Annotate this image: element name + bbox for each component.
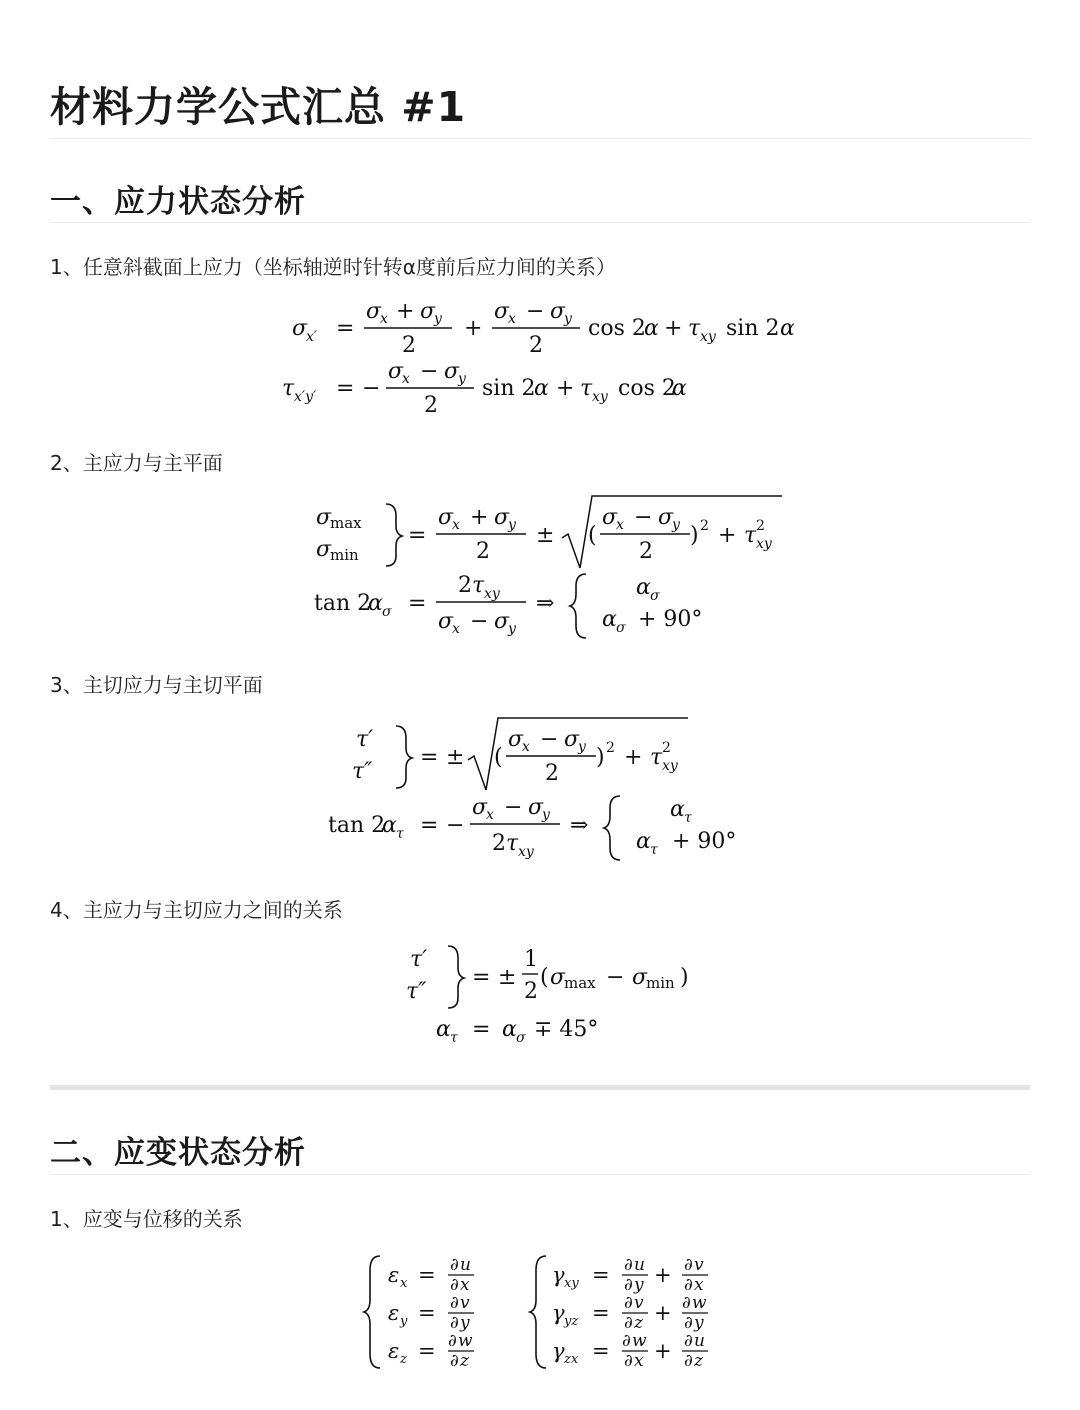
svg-text:=: = [592, 1263, 610, 1287]
svg-text:+: + [654, 1301, 672, 1325]
svg-text:σ: σ [632, 965, 648, 990]
svg-text:−: − [420, 359, 439, 384]
svg-text:2: 2 [606, 740, 615, 756]
svg-text:(: ( [494, 745, 503, 770]
svg-text:2: 2 [700, 518, 709, 534]
formula-principal-stress [300, 490, 800, 650]
svg-text:max: max [564, 974, 596, 992]
svg-text:+: + [624, 745, 643, 770]
svg-text:∂: ∂ [684, 1331, 693, 1351]
svg-text:y: y [508, 517, 516, 533]
svg-text:α: α [368, 591, 383, 616]
svg-text:x: x [400, 1276, 408, 1291]
svg-text:=: = [592, 1301, 610, 1325]
svg-text:): ) [680, 965, 689, 990]
svg-text:2: 2 [756, 518, 765, 534]
svg-text:σ: σ [388, 359, 404, 384]
svg-text:γ: γ [552, 1263, 565, 1287]
svg-text:α: α [436, 1017, 451, 1042]
svg-text:σ: σ [550, 965, 566, 990]
svg-text:∂: ∂ [450, 1313, 459, 1333]
svg-text:τ: τ [688, 316, 701, 341]
svg-text:∓ 45°: ∓ 45° [534, 1017, 599, 1042]
svg-text:(: ( [540, 965, 549, 990]
svg-text:xy: xy [592, 389, 608, 405]
svg-text:−: − [526, 299, 545, 324]
item-label-oblique-section: 1、任意斜截面上应力（坐标轴逆时针转α度前后应力间的关系） [50, 255, 616, 279]
svg-text:y: y [564, 311, 572, 327]
svg-text:2: 2 [402, 333, 416, 358]
svg-text:τ: τ [282, 376, 295, 401]
svg-text:2: 2 [639, 539, 653, 564]
svg-text:⇒: ⇒ [536, 591, 555, 616]
svg-text:+: + [470, 505, 489, 530]
section-heading-strain: 二、应变状态分析 [50, 1135, 306, 1171]
svg-text:2: 2 [492, 831, 506, 856]
svg-text:σ: σ [602, 505, 618, 530]
svg-text:α: α [602, 607, 617, 632]
svg-text:τ′: τ′ [356, 727, 374, 752]
svg-text:σ: σ [516, 1030, 526, 1046]
svg-text:∂: ∂ [684, 1275, 693, 1295]
svg-text:⇒: ⇒ [570, 813, 589, 838]
svg-text:∂: ∂ [450, 1351, 459, 1371]
formula-stress-shear-relation [380, 936, 720, 1056]
svg-text:2: 2 [662, 740, 671, 756]
svg-text:τ: τ [684, 810, 692, 826]
svg-text:+: + [556, 376, 575, 401]
svg-text:τ: τ [396, 826, 404, 842]
svg-text:α: α [502, 1017, 517, 1042]
svg-text:+: + [654, 1263, 672, 1287]
svg-text:y: y [434, 311, 442, 327]
svg-text:sin 2: sin 2 [726, 316, 780, 341]
svg-text:α: α [672, 376, 687, 401]
svg-text:∂: ∂ [684, 1313, 693, 1333]
svg-text:z: z [400, 1352, 407, 1367]
svg-text:σ: σ [528, 795, 544, 820]
svg-text:σ: σ [292, 316, 308, 341]
svg-text:σ: σ [650, 588, 660, 604]
svg-text:∂: ∂ [624, 1351, 633, 1371]
svg-text:−: − [606, 965, 625, 990]
svg-text:σ: σ [444, 359, 460, 384]
svg-text:α: α [644, 316, 659, 341]
svg-text:): ) [596, 745, 605, 770]
svg-text:ε: ε [388, 1263, 400, 1287]
svg-text:min: min [646, 974, 675, 992]
svg-text:=: = [418, 1301, 436, 1325]
svg-text:∂: ∂ [450, 1293, 459, 1313]
svg-text:+: + [396, 299, 415, 324]
svg-text:=: = [420, 813, 439, 838]
svg-text:+: + [464, 316, 483, 341]
svg-text:v: v [460, 1293, 470, 1313]
svg-text:τ: τ [650, 842, 658, 858]
svg-text:∂: ∂ [450, 1275, 459, 1295]
svg-text:α: α [636, 575, 651, 600]
svg-text:u: u [460, 1255, 471, 1275]
svg-text:xy: xy [700, 329, 716, 345]
svg-text:α: α [780, 316, 795, 341]
page-title: 材料力学公式汇总 #1 [50, 83, 467, 131]
svg-text:∂: ∂ [684, 1351, 693, 1371]
svg-text:σ: σ [494, 505, 510, 530]
svg-text:sin 2: sin 2 [482, 376, 536, 401]
svg-text:γ: γ [552, 1301, 565, 1325]
svg-text:+: + [664, 316, 683, 341]
svg-text:max: max [330, 514, 362, 532]
svg-text:τ″: τ″ [352, 759, 373, 784]
svg-text:1: 1 [524, 947, 538, 972]
svg-text:∂: ∂ [682, 1293, 691, 1313]
svg-text:cos 2: cos 2 [618, 376, 676, 401]
svg-text:x: x [634, 1351, 644, 1371]
svg-text:α: α [382, 813, 397, 838]
svg-text:±: ± [446, 745, 465, 770]
formula-oblique-stress [270, 290, 830, 430]
svg-text:x: x [452, 517, 460, 533]
svg-text:u: u [634, 1255, 645, 1275]
svg-text:∂: ∂ [624, 1313, 633, 1333]
svg-text:z: z [460, 1351, 469, 1371]
svg-text:2: 2 [524, 979, 538, 1004]
svg-text:=: = [418, 1339, 436, 1363]
svg-text:u: u [694, 1331, 705, 1351]
svg-text:σ: σ [316, 505, 332, 530]
section-separator [50, 1085, 1030, 1090]
svg-text:y: y [458, 371, 466, 387]
svg-text:=: = [472, 965, 491, 990]
svg-text:x: x [452, 621, 460, 637]
svg-text:tan 2: tan 2 [328, 813, 386, 838]
svg-text:σ: σ [438, 609, 454, 634]
svg-text:σ: σ [366, 299, 382, 324]
svg-text:σ: σ [508, 727, 524, 752]
svg-text:v: v [634, 1293, 644, 1313]
svg-text:∂: ∂ [448, 1331, 457, 1351]
svg-text:τ: τ [450, 1030, 458, 1046]
svg-text:τ: τ [580, 376, 593, 401]
svg-text:=: = [592, 1339, 610, 1363]
svg-text:zx: zx [564, 1352, 579, 1367]
svg-text:z: z [634, 1313, 643, 1333]
svg-text:γ: γ [552, 1339, 565, 1363]
formula-strain-displacement [360, 1250, 730, 1380]
svg-text:+ 90°: + 90° [672, 829, 737, 854]
formula-principal-shear [320, 712, 760, 872]
title-divider [50, 138, 1030, 139]
svg-text:σ: σ [550, 299, 566, 324]
section-divider [50, 222, 1030, 223]
svg-text:+: + [654, 1339, 672, 1363]
svg-text:x′: x′ [306, 329, 318, 345]
svg-text:±: ± [498, 965, 517, 990]
svg-text:−: − [634, 505, 653, 530]
svg-text:x: x [616, 517, 624, 533]
section-divider [50, 1174, 1030, 1175]
svg-text:2: 2 [476, 539, 490, 564]
svg-text:y: y [672, 517, 680, 533]
svg-text:w: w [458, 1331, 473, 1351]
svg-text:τ: τ [744, 523, 757, 548]
item-label-principal-stress: 2、主应力与主平面 [50, 451, 223, 475]
svg-text:∂: ∂ [624, 1255, 633, 1275]
svg-text:xy: xy [518, 844, 534, 860]
svg-text:σ: σ [382, 604, 392, 620]
svg-text:τ′: τ′ [410, 947, 428, 972]
svg-text:σ: σ [564, 727, 580, 752]
svg-text:=: = [408, 523, 427, 548]
svg-text:=: = [418, 1263, 436, 1287]
section-heading-stress: 一、应力状态分析 [50, 184, 306, 220]
svg-text:α: α [670, 797, 685, 822]
svg-text:=: = [472, 1017, 491, 1042]
svg-text:=: = [336, 376, 355, 401]
svg-text:tan 2: tan 2 [314, 591, 372, 616]
svg-text:2: 2 [529, 333, 543, 358]
svg-text:=: = [420, 745, 439, 770]
svg-text:y: y [460, 1313, 470, 1333]
svg-text:x: x [380, 311, 388, 327]
svg-text:∂: ∂ [450, 1255, 459, 1275]
svg-text:y: y [578, 739, 586, 755]
svg-text:x: x [460, 1275, 470, 1295]
svg-text:y: y [400, 1314, 408, 1329]
svg-text:xy: xy [756, 536, 772, 552]
svg-text:y: y [694, 1313, 704, 1333]
svg-text:x: x [522, 739, 530, 755]
svg-text:σ: σ [658, 505, 674, 530]
svg-text:∂: ∂ [624, 1275, 633, 1295]
svg-text:σ: σ [494, 609, 510, 634]
svg-text:): ) [690, 523, 699, 548]
svg-text:v: v [694, 1255, 704, 1275]
svg-text:ε: ε [388, 1339, 400, 1363]
svg-text:−: − [446, 813, 465, 838]
item-label-stress-relation: 4、主应力与主切应力之间的关系 [50, 898, 343, 922]
svg-text:xy: xy [564, 1276, 579, 1291]
svg-text:2: 2 [424, 393, 438, 418]
svg-text:w: w [632, 1331, 647, 1351]
svg-text:α: α [534, 376, 549, 401]
svg-text:τ: τ [506, 831, 519, 856]
svg-text:=: = [336, 316, 355, 341]
svg-text:σ: σ [316, 537, 332, 562]
svg-text:+: + [718, 523, 737, 548]
svg-text:−: − [504, 795, 523, 820]
svg-text:∂: ∂ [622, 1331, 631, 1351]
svg-text:y: y [542, 807, 550, 823]
svg-text:σ: σ [494, 299, 510, 324]
svg-text:σ: σ [472, 795, 488, 820]
svg-text:α: α [636, 829, 651, 854]
svg-text:∂: ∂ [624, 1293, 633, 1313]
item-label-strain-displacement: 1、应变与位移的关系 [50, 1207, 243, 1231]
svg-text:−: − [470, 609, 489, 634]
svg-text:min: min [330, 546, 359, 564]
svg-text:−: − [540, 727, 559, 752]
svg-text:σ: σ [438, 505, 454, 530]
svg-text:cos 2: cos 2 [588, 316, 646, 341]
svg-text:yz: yz [564, 1314, 579, 1329]
svg-text:x: x [486, 807, 494, 823]
item-label-principal-shear: 3、主切应力与主切平面 [50, 673, 263, 697]
svg-text:σ: σ [420, 299, 436, 324]
svg-text:τ″: τ″ [406, 979, 427, 1004]
svg-text:2: 2 [545, 761, 559, 786]
svg-text:+ 90°: + 90° [638, 607, 703, 632]
svg-text:xy: xy [662, 758, 678, 774]
svg-text:−: − [362, 376, 381, 401]
svg-text:ε: ε [388, 1301, 400, 1325]
svg-text:=: = [408, 591, 427, 616]
svg-text:σ: σ [616, 620, 626, 636]
svg-text:∂: ∂ [684, 1255, 693, 1275]
svg-text:2: 2 [458, 573, 472, 598]
svg-text:y: y [634, 1275, 644, 1295]
svg-text:z: z [694, 1351, 703, 1371]
svg-text:τ: τ [472, 573, 485, 598]
svg-text:xy: xy [484, 586, 500, 602]
svg-text:x: x [694, 1275, 704, 1295]
svg-text:τ: τ [650, 745, 663, 770]
svg-text:y: y [508, 621, 516, 637]
svg-text:w: w [692, 1293, 707, 1313]
svg-text:x′y′: x′y′ [294, 389, 317, 405]
svg-text:x: x [508, 311, 516, 327]
svg-text:(: ( [588, 523, 597, 548]
svg-text:x: x [402, 371, 410, 387]
svg-text:±: ± [536, 523, 555, 548]
